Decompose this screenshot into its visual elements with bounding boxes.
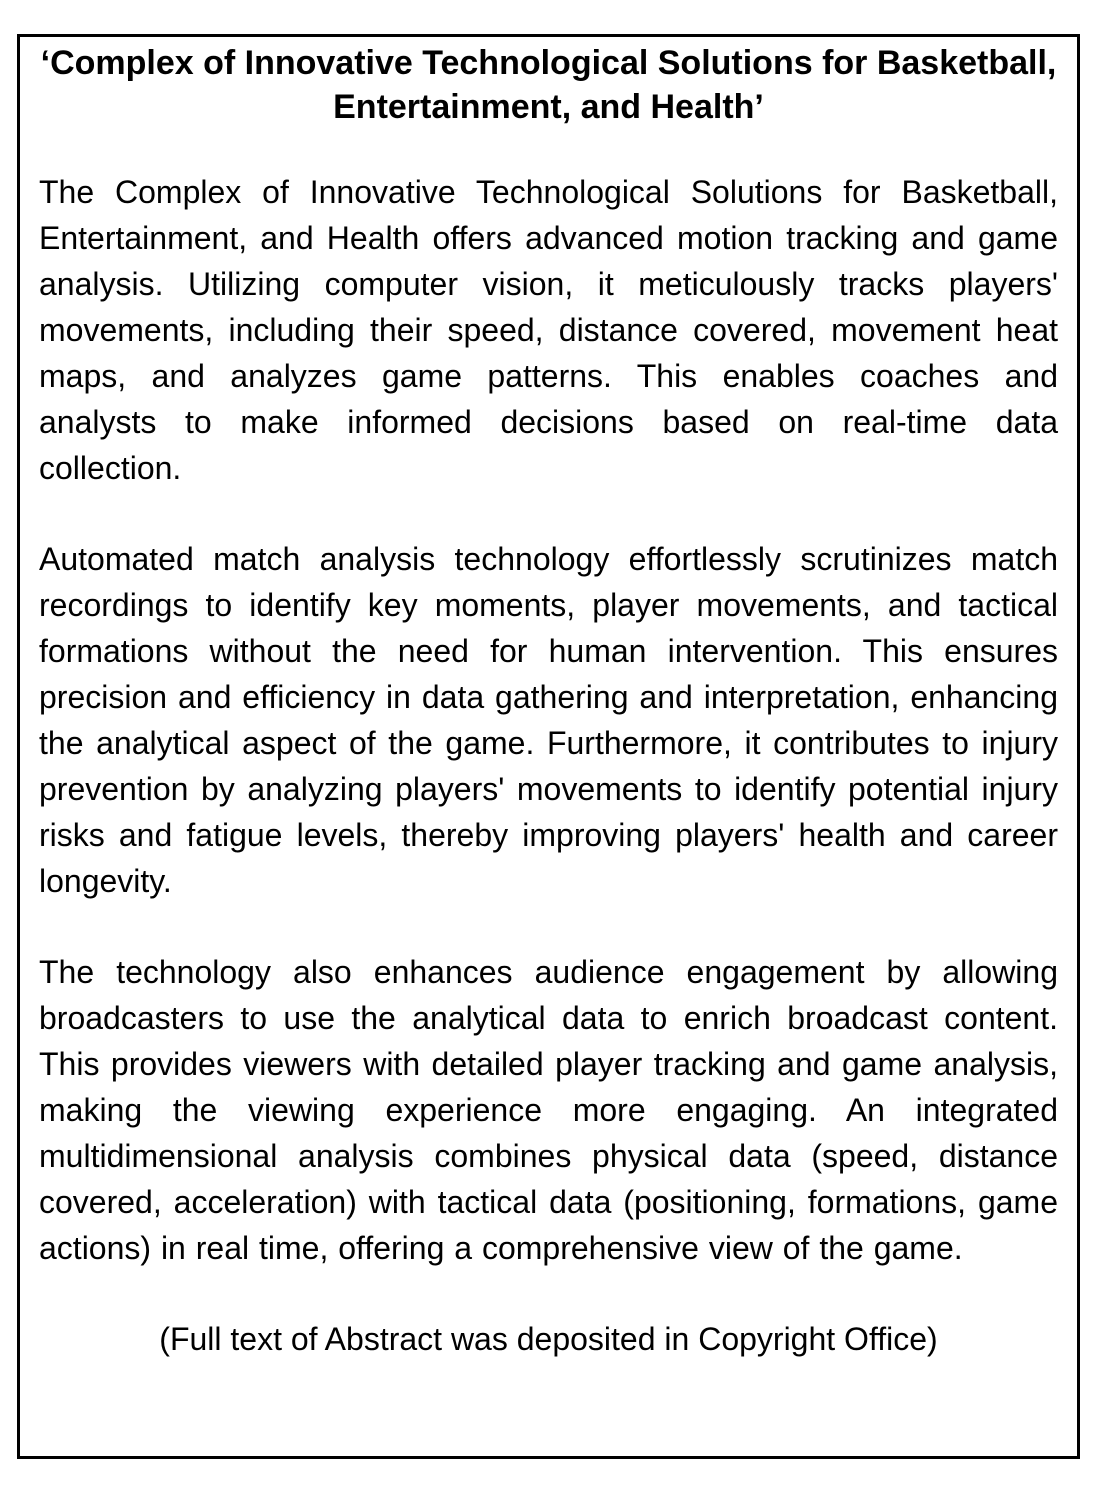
abstract-paragraph-2: Automated match analysis technology effortlessly scrutinizes match recordings to identify key moments, player movements, and tactical formations without the need for human intervention. This ensures precision and efficiency in data gathering and interpretation, enhancing the analytical aspect of the game. Furthermore, it contributes to injury prevention by analyzing players' movements to identify potential injury risks and fatigue levels, thereby improving players' health and career longevity. <box>39 541 1058 899</box>
document-title: ‘Complex of Innovative Technological Solutions for Basketball, Entertainment, and Health’ <box>40 44 1057 126</box>
abstract-paragraph-3: The technology also enhances audience engagement by allowing broadcasters to use the analytical data to enrich broadcast content. This provides viewers with detailed player tracking and game analysis, making the viewing experience more engaging. An integrated multidimensional analysis combines physical data (speed, distance covered, acceleration) with tactical data (positioning, formations, game actions) in real time, offering a comprehensive view of the game. <box>39 954 1058 1266</box>
abstract-paragraph-1: The Complex of Innovative Technological Solutions for Basketball, Entertainment, and Health offers advanced motion tracking and game analysis. Utilizing computer vision, it meticulously tracks players' movements, including their speed, distance covered, movement heat maps, and analyzes game patterns. This enables coaches and analysts to make informed decisions based on real-time data collection. <box>39 174 1058 486</box>
abstract-box <box>17 34 1080 1459</box>
copyright-deposit-note: (Full text of Abstract was deposited in Copyright Office) <box>159 1321 938 1357</box>
